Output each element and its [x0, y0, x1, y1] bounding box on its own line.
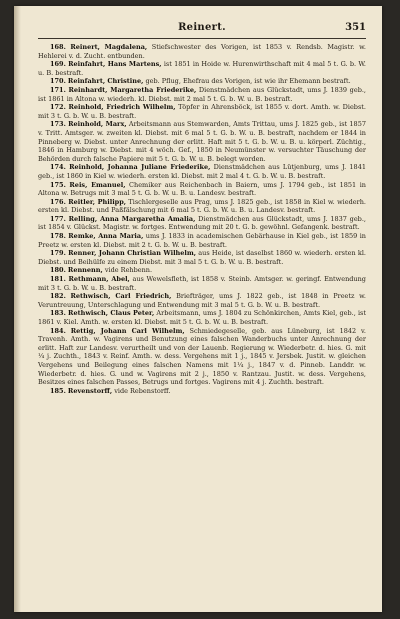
- running-title: Reinert.: [178, 22, 226, 33]
- entry-name: Reinhardt, Margaretha Friederike,: [68, 85, 197, 94]
- register-entry: [38, 249, 366, 266]
- entry-text: Arbeitsmann, ums J. 1804 zu Schönkirchen, Amts Kiel, geb., ist 1861 v. Kiel. Amth. w. ersten kl. Diebst. mit 5 t. G. b. W. u. B. bestraft.: [38, 309, 366, 326]
- entry-name: Reinhold, Marx,: [68, 120, 127, 129]
- entry-text: aus Wewelsfleth, ist 1858 v. Steinb. Amtsger. w. geringf. Entwendung mit 3 t. G. b. W. u. B. bestraft.: [38, 275, 366, 292]
- entry-name: Reinert, Magdalena,: [70, 43, 148, 51]
- entry-name: Rethmann, Abel,: [68, 275, 130, 284]
- entry-text: Schmiedegeselle, geb. aus Lüneburg, ist 1842 v. Travenh. Amth. w. Vagirens und Benutzung eines falschen Wanderbuchs unter Anrechnung der erlitt. Haft zur Landesv. verurtheilt und von der Lauenb. Regierung w. Wiederbetr. d. hies. G. mit ¼ j. Zuchth., 1843 v. Reinf. Amth. w. dess. Vergehens mit 1 j., 1845 v. Jersbek. Justit. w. gleichen Vergehens und Beilegung eines falschen Namens mit 1¼ j., 1847 v. d. Pinneb. Landdr. w. Wiederbetr. d. hies. G. und w. Vagirens mit 2 j., 1850 v. Rantzau. Justit. w. dess. Vergehens, Besitzes eines falschen Passes, Betrugs und fortges. Vagirens mit 4 j. Zuchth. bestraft.: [38, 326, 366, 387]
- entry-number: 182.: [50, 292, 66, 301]
- register-entry: [38, 86, 366, 103]
- register-entry: [38, 215, 366, 232]
- entry-name: Remke, Anna Maria,: [68, 232, 144, 241]
- entry-text: vide Rehbenn.: [104, 266, 153, 275]
- register-entry: [38, 309, 366, 326]
- entry-number: 184.: [50, 326, 66, 335]
- entry-name: Reinhold, Friedrich Wilhelm,: [68, 103, 176, 112]
- register-entry: [38, 198, 366, 215]
- entry-number: 178.: [50, 232, 66, 241]
- entry-name: Reitler, Philipp,: [68, 197, 127, 206]
- book-page: [14, 6, 382, 612]
- entry-name: Reinfahrt, Christine,: [67, 77, 144, 86]
- entry-text: Tischlergeselle aus Prag, ums J. 1825 geb., ist 1858 in Kiel w. wiederh. ersten kl. Diebst. und Paßfälschung mit 6 mal 5 t. G. b. W. u. B. u. Landesv. bestraft.: [38, 197, 366, 215]
- entry-number: 175.: [50, 180, 66, 189]
- entry-number: 183.: [50, 309, 66, 318]
- register-entry: [38, 275, 366, 292]
- entry-text: Dienstmädchen aus Glückstadt, ums J. 1839 geb., ist 1861 in Altona w. wiederh. kl. Diebst. mit 2 mal 5 t. G. b. W. u. B. bestraft.: [38, 85, 366, 103]
- register-entry: [38, 103, 366, 120]
- entry-text: Töpfer in Ahrensböck, ist 1855 v. dort. Amth. w. Diebst. mit 3 t. G. b. W. u. B. bestraft.: [38, 103, 366, 120]
- register-entry: [38, 232, 366, 249]
- entry-text: geb. Pflug, Ehefrau des Vorigen, ist wie ihr Ehemann bestraft.: [145, 77, 351, 86]
- page-number: 351: [345, 22, 366, 33]
- entry-text: aus Heide, ist daselbst 1860 w. wiederh. ersten kl. Diebst. und Beihülfe zu einem Diebst. mit 3 mal 5 t. G. b. W. u. B. bestraft.: [38, 249, 366, 266]
- entry-name: Renner, Johann Christian Wilhelm,: [68, 249, 197, 258]
- entry-number: 179.: [50, 249, 66, 258]
- register-entry: [38, 60, 366, 77]
- entry-text: ums J. 1833 in academischen Gebärhause in Kiel geb., ist 1859 in Preetz w. ersten kl. Diebst. mit 2 t. G. b. W. u. B. bestraft.: [38, 232, 366, 249]
- entry-text: ist 1851 in Hoide w. Hurenwirthschaft mit 4 mal 5 t. G. b. W. u. B. bestraft.: [38, 60, 366, 77]
- header-rule: [38, 38, 366, 39]
- entry-number: 169.: [50, 60, 66, 69]
- entry-number: 172.: [50, 103, 66, 112]
- entry-text: Stiefschwester des Vorigen, ist 1853 v. Rendsb. Magistr. w. Hehlerei v. d. Zucht. entbunden.: [38, 43, 366, 60]
- register-entry: [38, 163, 366, 180]
- register-entry: [38, 120, 366, 163]
- entry-text: Dienstmädchen aus Glückstadt, ums J. 1837 geb., ist 1854 v. Glückst. Magistr. w. fortges. Entwendung mit 20 t. G. b. gewöhnl. Gefangenk. bestraft.: [38, 214, 366, 232]
- entry-number: 168.: [50, 43, 66, 51]
- register-entries: [38, 43, 366, 395]
- entry-text: Dienstmädchen aus Lütjenburg, ums J. 1841 geb., ist 1860 in Kiel w. wiederh. ersten kl. Diebst. mit 2 mal 4 t. G. b. W. u. B. bestraft.: [38, 163, 366, 180]
- entry-name: Rettig, Johann Carl Wilhelm,: [70, 326, 185, 335]
- entry-name: Rethwisch, Carl Friedrich,: [70, 292, 172, 301]
- entry-name: Revenstorff,: [67, 386, 113, 395]
- entry-number: 176.: [50, 197, 66, 206]
- entry-number: 185.: [50, 386, 66, 395]
- entry-name: Reinhold, Johanna Juliane Friederike,: [69, 163, 211, 172]
- entry-name: Rennenn,: [67, 266, 103, 275]
- entry-name: Reinfahrt, Hans Martens,: [68, 60, 162, 69]
- entry-number: 173.: [50, 120, 66, 129]
- register-entry: [38, 181, 366, 198]
- entry-number: 177.: [50, 214, 66, 223]
- register-entry: [38, 266, 366, 275]
- entry-text: Briefträger, ums J. 1822 geb., ist 1848 in Preetz w. Veruntreuung, Unterschlagung und Entwendung mit 3 mal 5 t. G. b. W. u. B. bestraft.: [38, 292, 366, 309]
- entry-number: 174.: [50, 163, 66, 172]
- register-entry: [38, 327, 366, 387]
- entry-number: 180.: [50, 266, 66, 275]
- register-entry: [38, 77, 366, 86]
- register-entry: [38, 292, 366, 309]
- page-header: [38, 22, 366, 36]
- entry-name: Rethwisch, Claus Peter,: [68, 309, 155, 318]
- register-entry: [38, 43, 366, 60]
- entry-text: Chemiker aus Reichenbach in Baiern, ums J. 1794 geb., ist 1851 in Altona w. Betrugs mit 3 mal 5 t. G. b. W. u. B. u. Landesv. bestraft.: [38, 180, 366, 198]
- register-entry: [38, 387, 366, 396]
- entry-text: Arbeitsmann aus Stemwarden, Amts Trittau, ums J. 1825 geb., ist 1857 v. Tritt. Amtsger. w. zweiten kl. Diebst. mit 6 mal 5 t. G. b. W. u. B. bestraft, nachdem er 1844 in Pinneberg w. Diebst. unter Anrechnung der erlitt. Haft mit 5 t. G. b. W. u. B. u. körperl. Züchtig., 1846 in Hamburg w. Diebst. mit 4 wöch. Gef., 1850 in Neumünster w. versuchter Täuschung der Behörden durch falsche Papiere mit 5 t. G. b. W. u. B. belegt worden.: [38, 120, 366, 163]
- page-spine-shadow: [14, 6, 21, 612]
- entry-number: 170.: [50, 77, 66, 86]
- entry-name: Relling, Anna Margaretha Amalia,: [68, 214, 196, 223]
- entry-number: 181.: [50, 275, 66, 284]
- entry-text: vide Rebenstorff.: [114, 386, 171, 395]
- entry-number: 171.: [50, 85, 66, 94]
- entry-name: Reis, Emanuel,: [69, 180, 126, 189]
